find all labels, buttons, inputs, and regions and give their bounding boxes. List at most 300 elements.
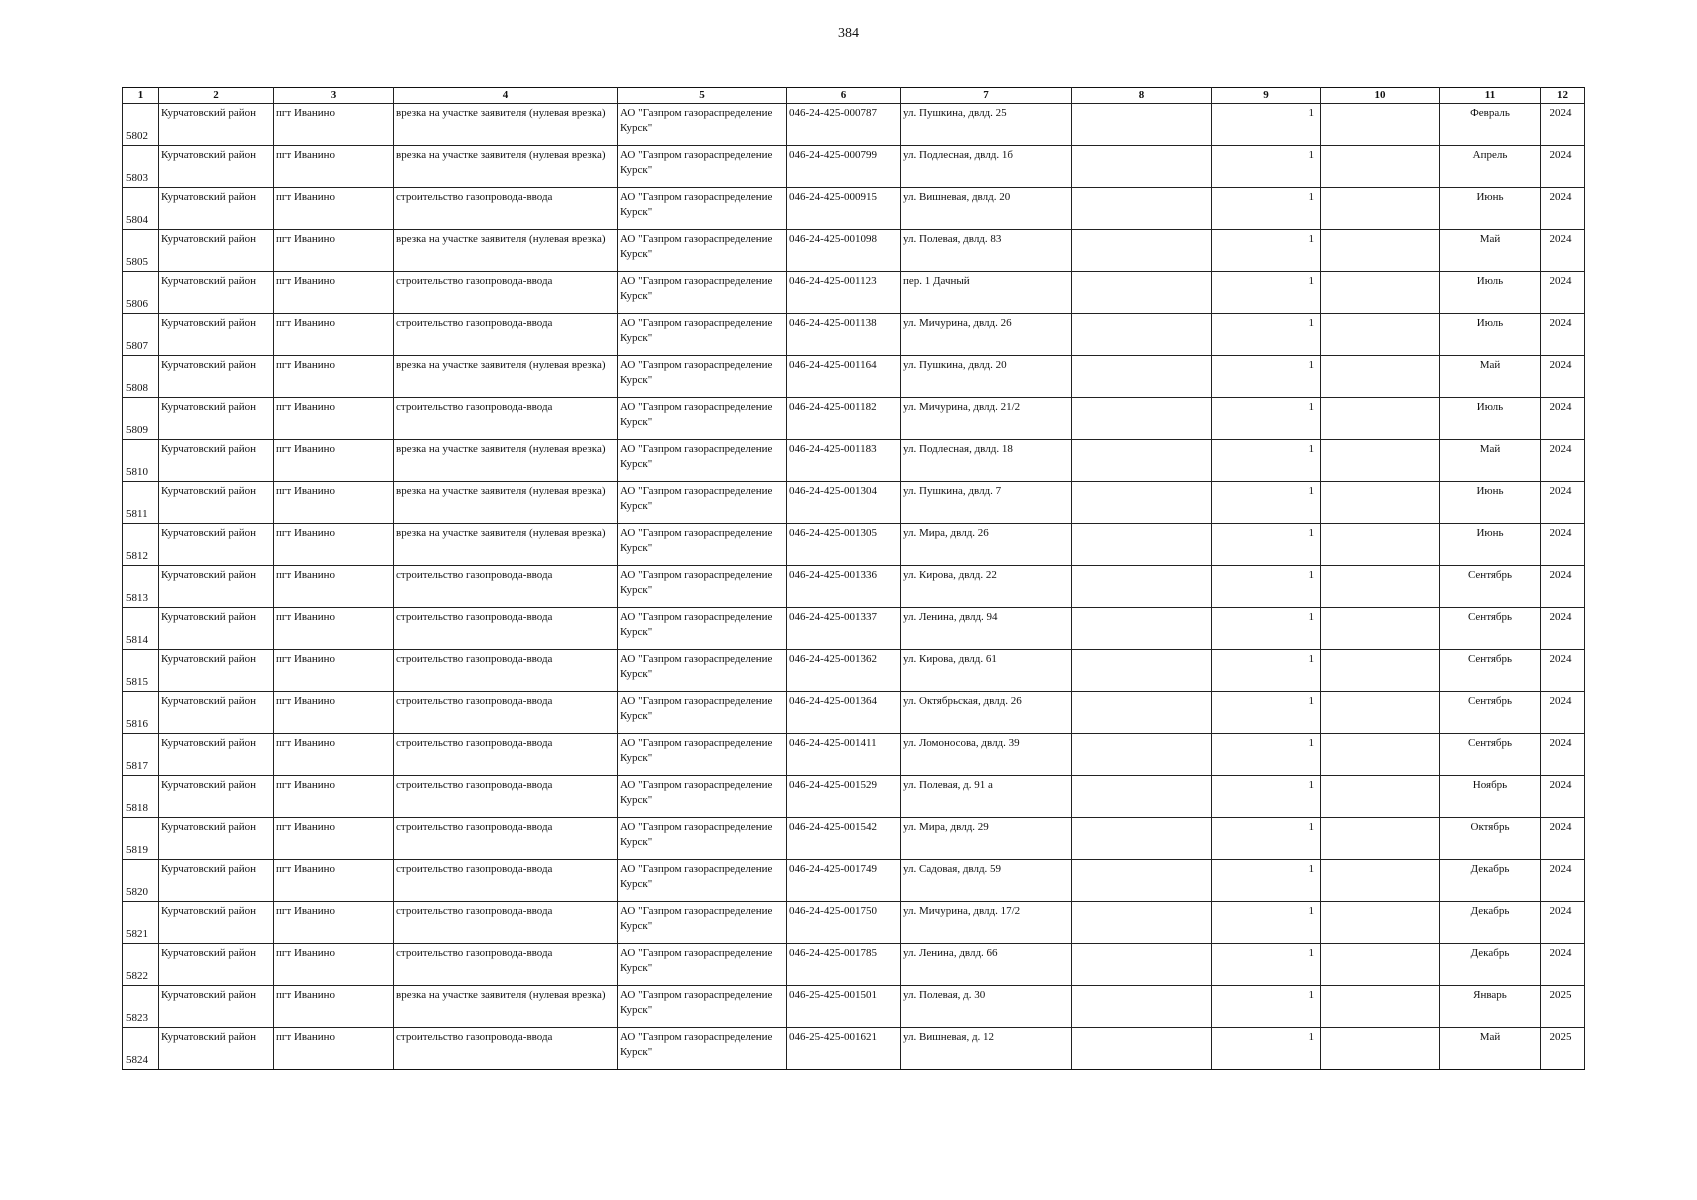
column-8-cell [1072,650,1212,692]
month-cell: Январь [1440,986,1541,1028]
column-8-cell [1072,314,1212,356]
settlement-cell: пгт Иванино [274,314,394,356]
year-cell: 2024 [1541,902,1585,944]
column-8-cell [1072,146,1212,188]
row-number-cell: 5810 [123,440,159,482]
column-8-cell [1072,944,1212,986]
organization-cell: АО "Газпром газораспределение Курск" [618,608,787,650]
table-row [123,524,1585,566]
table-row [123,1028,1585,1070]
district-cell: Курчатовский район [159,524,274,566]
month-cell: Сентябрь [1440,608,1541,650]
settlement-cell: пгт Иванино [274,902,394,944]
settlement-cell: пгт Иванино [274,482,394,524]
organization-cell: АО "Газпром газораспределение Курск" [618,398,787,440]
month-cell: Декабрь [1440,902,1541,944]
organization-cell: АО "Газпром газораспределение Курск" [618,902,787,944]
organization-cell: АО "Газпром газораспределение Курск" [618,860,787,902]
year-cell: 2025 [1541,1028,1585,1070]
work-type-cell: строительство газопровода-ввода [394,314,618,356]
row-number-cell: 5802 [123,104,159,146]
application-code-cell: 046-24-425-001182 [787,398,901,440]
table-row [123,188,1585,230]
organization-cell: АО "Газпром газораспределение Курск" [618,440,787,482]
application-code-cell: 046-24-425-000915 [787,188,901,230]
district-cell: Курчатовский район [159,818,274,860]
row-number-cell: 5814 [123,608,159,650]
organization-cell: АО "Газпром газораспределение Курск" [618,314,787,356]
month-cell: Май [1440,1028,1541,1070]
column-10-cell [1321,860,1440,902]
column-header-6: 6 [787,88,901,104]
column-10-cell [1321,146,1440,188]
month-cell: Октябрь [1440,818,1541,860]
address-cell: ул. Пушкина, двлд. 25 [901,104,1072,146]
organization-cell: АО "Газпром газораспределение Курск" [618,272,787,314]
settlement-cell: пгт Иванино [274,566,394,608]
application-code-cell: 046-24-425-001337 [787,608,901,650]
table-body [123,104,1585,1070]
page-number: 384 [838,26,859,41]
row-number-cell: 5817 [123,734,159,776]
year-cell: 2024 [1541,650,1585,692]
application-code-cell: 046-24-425-001304 [787,482,901,524]
organization-cell: АО "Газпром газораспределение Курск" [618,776,787,818]
address-cell: ул. Пушкина, двлд. 7 [901,482,1072,524]
row-number-cell: 5818 [123,776,159,818]
application-code-cell: 046-24-425-001164 [787,356,901,398]
application-code-cell: 046-24-425-001362 [787,650,901,692]
month-cell: Сентябрь [1440,650,1541,692]
application-code-cell: 046-24-425-001183 [787,440,901,482]
row-number-cell: 5809 [123,398,159,440]
quantity-cell: 1 [1212,902,1321,944]
address-cell: ул. Вишневая, двлд. 20 [901,188,1072,230]
organization-cell: АО "Газпром газораспределение Курск" [618,566,787,608]
work-type-cell: строительство газопровода-ввода [394,398,618,440]
month-cell: Февраль [1440,104,1541,146]
organization-cell: АО "Газпром газораспределение Курск" [618,524,787,566]
organization-cell: АО "Газпром газораспределение Курск" [618,230,787,272]
row-number-cell: 5807 [123,314,159,356]
work-type-cell: строительство газопровода-ввода [394,188,618,230]
quantity-cell: 1 [1212,608,1321,650]
organization-cell: АО "Газпром газораспределение Курск" [618,986,787,1028]
quantity-cell: 1 [1212,482,1321,524]
settlement-cell: пгт Иванино [274,734,394,776]
quantity-cell: 1 [1212,776,1321,818]
work-type-cell: строительство газопровода-ввода [394,818,618,860]
year-cell: 2024 [1541,818,1585,860]
address-cell: ул. Ленина, двлд. 94 [901,608,1072,650]
address-cell: ул. Вишневая, д. 12 [901,1028,1072,1070]
application-code-cell: 046-24-425-001305 [787,524,901,566]
table-row [123,986,1585,1028]
district-cell: Курчатовский район [159,566,274,608]
year-cell: 2024 [1541,272,1585,314]
address-cell: ул. Полевая, д. 30 [901,986,1072,1028]
column-8-cell [1072,440,1212,482]
address-cell: ул. Мира, двлд. 29 [901,818,1072,860]
year-cell: 2024 [1541,944,1585,986]
column-8-cell [1072,818,1212,860]
application-code-cell: 046-24-425-001138 [787,314,901,356]
quantity-cell: 1 [1212,860,1321,902]
column-header-2: 2 [159,88,274,104]
quantity-cell: 1 [1212,566,1321,608]
table-row [123,314,1585,356]
application-code-cell: 046-25-425-001621 [787,1028,901,1070]
quantity-cell: 1 [1212,524,1321,566]
month-cell: Май [1440,440,1541,482]
column-10-cell [1321,398,1440,440]
table-row [123,230,1585,272]
work-type-cell: строительство газопровода-ввода [394,776,618,818]
quantity-cell: 1 [1212,230,1321,272]
month-cell: Июль [1440,398,1541,440]
application-code-cell: 046-24-425-001364 [787,692,901,734]
column-10-cell [1321,734,1440,776]
application-code-cell: 046-24-425-000799 [787,146,901,188]
column-8-cell [1072,776,1212,818]
column-10-cell [1321,188,1440,230]
column-header-8: 8 [1072,88,1212,104]
work-type-cell: строительство газопровода-ввода [394,860,618,902]
district-cell: Курчатовский район [159,776,274,818]
settlement-cell: пгт Иванино [274,272,394,314]
address-cell: ул. Ленина, двлд. 66 [901,944,1072,986]
column-10-cell [1321,314,1440,356]
column-8-cell [1072,104,1212,146]
work-type-cell: врезка на участке заявителя (нулевая врезка) [394,482,618,524]
month-cell: Декабрь [1440,944,1541,986]
organization-cell: АО "Газпром газораспределение Курск" [618,482,787,524]
row-number-cell: 5811 [123,482,159,524]
quantity-cell: 1 [1212,944,1321,986]
work-type-cell: врезка на участке заявителя (нулевая врезка) [394,524,618,566]
row-number-cell: 5816 [123,692,159,734]
settlement-cell: пгт Иванино [274,1028,394,1070]
year-cell: 2024 [1541,146,1585,188]
application-code-cell: 046-25-425-001501 [787,986,901,1028]
column-8-cell [1072,230,1212,272]
column-10-cell [1321,482,1440,524]
application-code-cell: 046-24-425-001411 [787,734,901,776]
column-10-cell [1321,650,1440,692]
column-10-cell [1321,776,1440,818]
month-cell: Июнь [1440,524,1541,566]
row-number-cell: 5812 [123,524,159,566]
settlement-cell: пгт Иванино [274,608,394,650]
district-cell: Курчатовский район [159,650,274,692]
column-10-cell [1321,356,1440,398]
district-cell: Курчатовский район [159,272,274,314]
address-cell: ул. Кирова, двлд. 61 [901,650,1072,692]
table-row [123,566,1585,608]
column-8-cell [1072,986,1212,1028]
month-cell: Июнь [1440,482,1541,524]
column-10-cell [1321,818,1440,860]
column-8-cell [1072,566,1212,608]
settlement-cell: пгт Иванино [274,524,394,566]
table-row [123,776,1585,818]
table-row [123,272,1585,314]
month-cell: Сентябрь [1440,692,1541,734]
address-cell: ул. Садовая, двлд. 59 [901,860,1072,902]
work-type-cell: врезка на участке заявителя (нулевая врезка) [394,356,618,398]
district-cell: Курчатовский район [159,314,274,356]
application-code-cell: 046-24-425-001123 [787,272,901,314]
address-cell: ул. Октябрьская, двлд. 26 [901,692,1072,734]
table-row [123,734,1585,776]
quantity-cell: 1 [1212,146,1321,188]
table-row [123,482,1585,524]
column-8-cell [1072,188,1212,230]
settlement-cell: пгт Иванино [274,692,394,734]
column-header-10: 10 [1321,88,1440,104]
column-header-3: 3 [274,88,394,104]
table-row [123,440,1585,482]
row-number-cell: 5808 [123,356,159,398]
table-row [123,356,1585,398]
month-cell: Июль [1440,314,1541,356]
district-cell: Курчатовский район [159,356,274,398]
row-number-cell: 5815 [123,650,159,692]
month-cell: Апрель [1440,146,1541,188]
address-cell: ул. Подлесная, двлд. 18 [901,440,1072,482]
column-8-cell [1072,524,1212,566]
organization-cell: АО "Газпром газораспределение Курск" [618,1028,787,1070]
month-cell: Июль [1440,272,1541,314]
quantity-cell: 1 [1212,986,1321,1028]
row-number-cell: 5805 [123,230,159,272]
column-header-7: 7 [901,88,1072,104]
column-header-1: 1 [123,88,159,104]
column-10-cell [1321,230,1440,272]
column-8-cell [1072,1028,1212,1070]
address-cell: ул. Мичурина, двлд. 17/2 [901,902,1072,944]
table-row [123,650,1585,692]
year-cell: 2024 [1541,608,1585,650]
district-cell: Курчатовский район [159,104,274,146]
work-type-cell: строительство газопровода-ввода [394,566,618,608]
year-cell: 2024 [1541,776,1585,818]
column-header-11: 11 [1440,88,1541,104]
address-cell: ул. Полевая, двлд. 83 [901,230,1072,272]
district-cell: Курчатовский район [159,986,274,1028]
column-10-cell [1321,104,1440,146]
address-cell: ул. Подлесная, двлд. 1б [901,146,1072,188]
settlement-cell: пгт Иванино [274,776,394,818]
column-10-cell [1321,944,1440,986]
application-code-cell: 046-24-425-001098 [787,230,901,272]
row-number-cell: 5804 [123,188,159,230]
year-cell: 2024 [1541,734,1585,776]
application-code-cell: 046-24-425-001336 [787,566,901,608]
column-8-cell [1072,356,1212,398]
year-cell: 2024 [1541,188,1585,230]
year-cell: 2024 [1541,104,1585,146]
application-code-cell: 046-24-425-001785 [787,944,901,986]
settlement-cell: пгт Иванино [274,104,394,146]
district-cell: Курчатовский район [159,692,274,734]
settlement-cell: пгт Иванино [274,188,394,230]
district-cell: Курчатовский район [159,860,274,902]
work-type-cell: строительство газопровода-ввода [394,608,618,650]
year-cell: 2024 [1541,440,1585,482]
column-10-cell [1321,524,1440,566]
quantity-cell: 1 [1212,398,1321,440]
table-header-row [123,88,1585,104]
column-10-cell [1321,986,1440,1028]
column-8-cell [1072,902,1212,944]
month-cell: Сентябрь [1440,734,1541,776]
year-cell: 2025 [1541,986,1585,1028]
settlement-cell: пгт Иванино [274,356,394,398]
work-type-cell: врезка на участке заявителя (нулевая врезка) [394,986,618,1028]
settlement-cell: пгт Иванино [274,146,394,188]
year-cell: 2024 [1541,860,1585,902]
quantity-cell: 1 [1212,272,1321,314]
address-cell: пер. 1 Дачный [901,272,1072,314]
district-cell: Курчатовский район [159,146,274,188]
quantity-cell: 1 [1212,188,1321,230]
district-cell: Курчатовский район [159,944,274,986]
district-cell: Курчатовский район [159,608,274,650]
address-cell: ул. Кирова, двлд. 22 [901,566,1072,608]
column-10-cell [1321,692,1440,734]
organization-cell: АО "Газпром газораспределение Курск" [618,650,787,692]
district-cell: Курчатовский район [159,440,274,482]
column-10-cell [1321,608,1440,650]
column-10-cell [1321,272,1440,314]
quantity-cell: 1 [1212,818,1321,860]
settlement-cell: пгт Иванино [274,986,394,1028]
work-type-cell: врезка на участке заявителя (нулевая врезка) [394,230,618,272]
organization-cell: АО "Газпром газораспределение Курск" [618,146,787,188]
settlement-cell: пгт Иванино [274,944,394,986]
settlement-cell: пгт Иванино [274,818,394,860]
column-8-cell [1072,692,1212,734]
district-cell: Курчатовский район [159,188,274,230]
organization-cell: АО "Газпром газораспределение Курск" [618,944,787,986]
column-8-cell [1072,608,1212,650]
application-code-cell: 046-24-425-000787 [787,104,901,146]
address-cell: ул. Мира, двлд. 26 [901,524,1072,566]
year-cell: 2024 [1541,230,1585,272]
work-type-cell: строительство газопровода-ввода [394,650,618,692]
settlement-cell: пгт Иванино [274,860,394,902]
district-cell: Курчатовский район [159,902,274,944]
work-type-cell: строительство газопровода-ввода [394,272,618,314]
quantity-cell: 1 [1212,440,1321,482]
application-code-cell: 046-24-425-001529 [787,776,901,818]
column-header-12: 12 [1541,88,1585,104]
column-8-cell [1072,398,1212,440]
column-header-4: 4 [394,88,618,104]
year-cell: 2024 [1541,356,1585,398]
table-row [123,902,1585,944]
quantity-cell: 1 [1212,1028,1321,1070]
data-table [122,87,1585,1070]
row-number-cell: 5820 [123,860,159,902]
settlement-cell: пгт Иванино [274,398,394,440]
address-cell: ул. Полевая, д. 91 а [901,776,1072,818]
table-row [123,860,1585,902]
district-cell: Курчатовский район [159,230,274,272]
year-cell: 2024 [1541,314,1585,356]
column-header-9: 9 [1212,88,1321,104]
row-number-cell: 5824 [123,1028,159,1070]
address-cell: ул. Мичурина, двлд. 21/2 [901,398,1072,440]
quantity-cell: 1 [1212,692,1321,734]
month-cell: Ноябрь [1440,776,1541,818]
year-cell: 2024 [1541,524,1585,566]
quantity-cell: 1 [1212,650,1321,692]
work-type-cell: строительство газопровода-ввода [394,734,618,776]
year-cell: 2024 [1541,692,1585,734]
work-type-cell: строительство газопровода-ввода [394,944,618,986]
column-10-cell [1321,1028,1440,1070]
table-row [123,146,1585,188]
column-10-cell [1321,440,1440,482]
quantity-cell: 1 [1212,734,1321,776]
work-type-cell: врезка на участке заявителя (нулевая врезка) [394,104,618,146]
organization-cell: АО "Газпром газораспределение Курск" [618,104,787,146]
district-cell: Курчатовский район [159,482,274,524]
year-cell: 2024 [1541,482,1585,524]
organization-cell: АО "Газпром газораспределение Курск" [618,188,787,230]
row-number-cell: 5819 [123,818,159,860]
application-code-cell: 046-24-425-001542 [787,818,901,860]
row-number-cell: 5813 [123,566,159,608]
column-8-cell [1072,734,1212,776]
work-type-cell: строительство газопровода-ввода [394,692,618,734]
month-cell: Май [1440,230,1541,272]
organization-cell: АО "Газпром газораспределение Курск" [618,692,787,734]
row-number-cell: 5822 [123,944,159,986]
month-cell: Декабрь [1440,860,1541,902]
organization-cell: АО "Газпром газораспределение Курск" [618,818,787,860]
quantity-cell: 1 [1212,356,1321,398]
column-8-cell [1072,272,1212,314]
table-row [123,104,1585,146]
row-number-cell: 5803 [123,146,159,188]
district-cell: Курчатовский район [159,734,274,776]
work-type-cell: врезка на участке заявителя (нулевая врезка) [394,440,618,482]
column-header-5: 5 [618,88,787,104]
month-cell: Сентябрь [1440,566,1541,608]
address-cell: ул. Пушкина, двлд. 20 [901,356,1072,398]
work-type-cell: строительство газопровода-ввода [394,1028,618,1070]
row-number-cell: 5823 [123,986,159,1028]
column-8-cell [1072,860,1212,902]
district-cell: Курчатовский район [159,398,274,440]
table-row [123,692,1585,734]
quantity-cell: 1 [1212,104,1321,146]
work-type-cell: строительство газопровода-ввода [394,902,618,944]
table-row [123,398,1585,440]
address-cell: ул. Ломоносова, двлд. 39 [901,734,1072,776]
organization-cell: АО "Газпром газораспределение Курск" [618,356,787,398]
column-10-cell [1321,566,1440,608]
month-cell: Июнь [1440,188,1541,230]
settlement-cell: пгт Иванино [274,230,394,272]
column-10-cell [1321,902,1440,944]
settlement-cell: пгт Иванино [274,650,394,692]
month-cell: Май [1440,356,1541,398]
district-cell: Курчатовский район [159,1028,274,1070]
